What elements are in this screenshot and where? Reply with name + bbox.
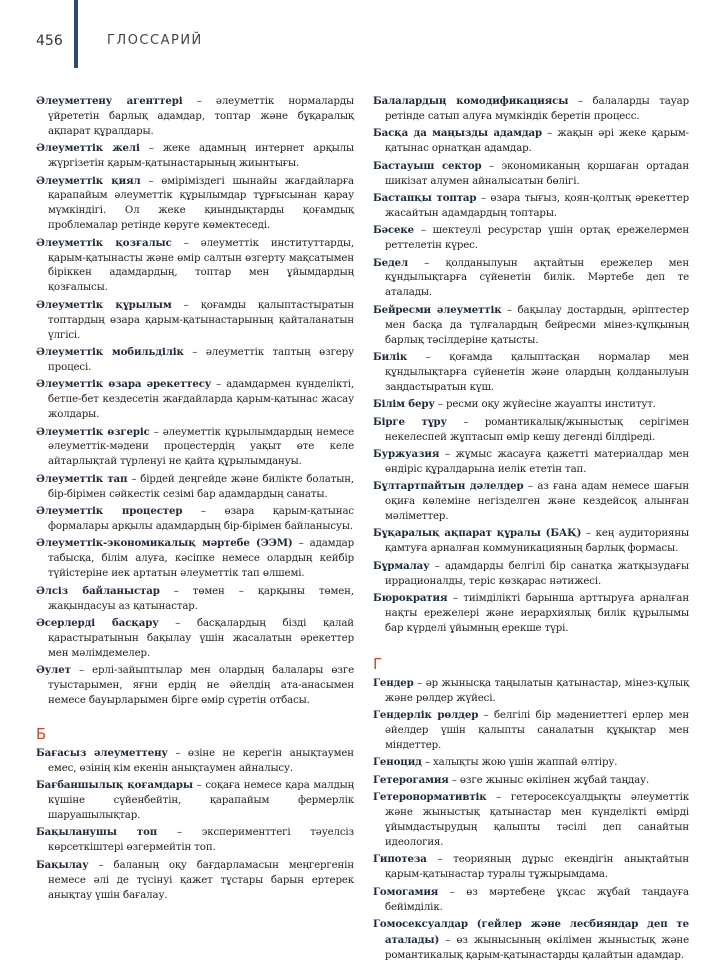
term-separator: – <box>157 827 202 839</box>
term-separator: – <box>149 426 163 438</box>
glossary-term: Әлеуметтік мобильділік <box>36 346 184 358</box>
section-letter-b: Б <box>36 724 47 743</box>
glossary-definition: шектеулі ресурстар үшін ортақ ережелермен реттелетін күрес. <box>385 225 689 252</box>
glossary-term: Бюрократия <box>373 592 448 605</box>
glossary-entry <box>36 746 354 777</box>
glossary-entry <box>36 778 354 824</box>
term-separator: – <box>447 593 464 605</box>
glossary-term: Әлеуметтену агенттері <box>36 95 183 107</box>
term-separator: – <box>413 677 426 689</box>
glossary-term: Басқа да маңызды адамдар <box>373 127 543 140</box>
glossary-entry <box>373 852 689 883</box>
glossary-term: Бедел <box>373 256 409 269</box>
term-separator: – <box>167 747 188 759</box>
glossary-entry <box>36 141 354 172</box>
term-separator: – <box>159 585 193 597</box>
glossary-definition: соқаға немесе қара малдың күшіне сүйенбейтін, қарапайым фермерлік шаруашылықтар. <box>48 780 354 821</box>
glossary-entry <box>36 345 354 376</box>
term-separator: – <box>183 347 206 358</box>
glossary-section-b <box>36 746 354 904</box>
glossary-definition: өзіне не керегін анықтаумен емес, өзінің кім екенін анықтаумен айналысу. <box>48 747 354 774</box>
glossary-term: Әлеуметтік қиял <box>36 174 141 187</box>
glossary-entry <box>36 174 354 235</box>
glossary-definition: бірдей деңгейде және билікте болатын, бір-бірімен сәйкестік сезімі бар адамдардың санаты. <box>48 473 354 500</box>
term-separator: – <box>140 175 162 187</box>
glossary-definition: тиімділікті барынша арттыруға арналған нақты ережелері және иерархиялық билік құрылымы бар күрделі ұйымның ерекше түрі. <box>385 593 690 634</box>
glossary-term: Геноцид <box>373 756 422 769</box>
term-separator: – <box>408 257 446 269</box>
glossary-section-a <box>36 94 354 709</box>
term-separator: – <box>182 96 216 107</box>
glossary-term: Әлеуметтік өзара әрекеттесу <box>36 378 212 391</box>
glossary-definition: әлеуметтік институттарды, қарым-қатынасты және өмір салтын өзгерту мақсатымен біріккен адамдардың, топтар мен ұйымдардың қозғалысы. <box>48 237 354 294</box>
glossary-definition: ресми оқу жүйесіне жауапты институт. <box>445 399 656 411</box>
glossary-definition: баланың оқу бағдарламасын меңгергенін немесе әлі де түсінуі қажет тұстары барын ертерек анықтау үшін бағалау. <box>48 859 354 901</box>
term-separator: – <box>211 379 227 391</box>
glossary-term: Әлеуметтік өзгеріс <box>36 425 150 438</box>
glossary-entry <box>36 94 354 140</box>
glossary-entry <box>36 584 354 615</box>
glossary-entry <box>373 591 689 637</box>
term-separator: – <box>438 886 467 898</box>
glossary-entry <box>373 885 689 916</box>
glossary-term: Бәсеке <box>373 224 414 237</box>
glossary-term: Гетеронормативтік <box>373 791 487 804</box>
term-separator: – <box>426 854 454 866</box>
glossary-entry <box>373 350 689 396</box>
glossary-definition: басқалардың бізді қалай қарастыратынын бақылау үшін жасалатын әрекеттер мен мәлімдемелер. <box>48 617 354 659</box>
term-separator: – <box>421 757 434 769</box>
term-separator: – <box>192 780 206 792</box>
glossary-term: Әлеуметтік қозғалыс <box>36 236 172 249</box>
glossary-entry <box>36 425 354 471</box>
glossary-term: Билік <box>373 351 408 363</box>
glossary-term: Гетерогамия <box>373 773 449 786</box>
glossary-entry <box>373 755 689 771</box>
glossary-term: Гомогамия <box>373 885 439 898</box>
glossary-entry <box>373 917 689 964</box>
glossary-entry <box>373 676 689 707</box>
glossary-section-g <box>373 676 689 964</box>
glossary-entry <box>36 858 354 904</box>
glossary-term: Гендер <box>373 676 414 689</box>
term-separator: – <box>434 399 446 411</box>
glossary-definition: қоғамда қалыптасқан нормалар мен құндылықтарға сүйенетін және олардың қолданылуын заңдастыратын күш. <box>385 352 689 393</box>
glossary-term: Бұлтартпайтын дәлелдер <box>373 480 524 493</box>
glossary-definition: жақын әрі жеке қарым-қатынас орнатқан адамдар. <box>385 128 689 155</box>
glossary-entry <box>36 663 354 709</box>
glossary-entry <box>36 472 354 503</box>
glossary-entry <box>373 559 689 590</box>
glossary-definition: өз мәртебеңе ұқсас жұбай таңдауға бейімділік. <box>385 886 689 913</box>
glossary-entry <box>36 298 354 344</box>
term-separator: – <box>523 481 538 493</box>
glossary-term: Әлеуметтік желі <box>36 142 140 155</box>
glossary-term: Әлеуметтік құрылым <box>36 298 172 311</box>
glossary-entry <box>373 526 689 557</box>
glossary-term: Бұрмалау <box>373 559 430 572</box>
header-accent-bar <box>74 0 78 68</box>
glossary-definition: жұмыс жасауға қажетті материалдар мен өндіріс құралдарына иелік ететін тап. <box>385 448 689 475</box>
glossary-definition: өзара тығыз, қоян-қолтық әрекеттер жасайтын адамдардың топтары. <box>385 192 689 219</box>
glossary-definition: қолданылуын ақтайтын ережелер мен құндылықтарға сүйенетін билік. Мәртебе деп те аталады. <box>385 257 689 299</box>
page-number: 456 <box>36 33 63 49</box>
glossary-term: Әлеуметтік-экономикалық мәртебе (ЭЭМ) <box>36 537 293 550</box>
glossary-definition: романтикалық/жыныстық серігімен некелеспей жұптасып өмір кешу дегенді білдіреді. <box>385 416 689 443</box>
glossary-definition: адамдармен күнделікті, бетпе-бет кездесетін жағдайларда қарым-қатынас жасау жолдары. <box>48 379 354 421</box>
glossary-section-b-continued <box>373 94 689 637</box>
glossary-term: Әлеуметтік тап <box>36 472 128 485</box>
glossary-definition: қоғамды қалыптастыратын топтардың өзара қарым-қатынастарының қайталанатын үлгісі. <box>48 299 355 341</box>
glossary-term: Бастапқы топтар <box>373 191 477 204</box>
term-separator: – <box>158 617 197 629</box>
glossary-definition: бақылау достардың, әріптестер мен басқа да тұлғалардың бейресми мінез-құлқының барлық тәсілдеріне қатысты. <box>385 304 689 346</box>
glossary-term: Балалардың комодификациясы <box>373 95 569 107</box>
glossary-definition: белгілі бір мәдениеттегі ерлер мен әйелдер үшін қалыпты саналатын құқықтар мен міндеттер. <box>385 710 689 751</box>
glossary-term: Әулет <box>36 664 71 677</box>
glossary-term: Бақыланушы топ <box>36 826 158 839</box>
glossary-entry <box>373 126 689 157</box>
term-separator: – <box>292 538 310 550</box>
glossary-definition: эксперименттегі тәуелсіз көрсеткіштері өзгермейтін топ. <box>48 827 354 854</box>
glossary-term: Білім беру <box>373 398 435 411</box>
glossary-term: Бағбаншылық қоғамдары <box>36 779 193 792</box>
term-separator: – <box>171 299 201 311</box>
glossary-entry <box>373 303 689 349</box>
glossary-term: Бірге тұру <box>373 415 447 428</box>
glossary-definition: әр жынысқа таңылатын қатынастар, мінез-құлық және рөлдер жүйесі. <box>385 677 689 704</box>
glossary-definition: өз жынысының өкілімен жыныстық және романтикалық қарым-қатынастарды қалайтын адамдар. <box>385 934 689 961</box>
glossary-entry <box>373 191 689 222</box>
term-separator: – <box>88 859 114 871</box>
glossary-term: Бұқаралық ақпарат құралы (БАҚ) <box>373 527 582 540</box>
running-title: ГЛОССАРИЙ <box>107 33 203 48</box>
glossary-entry <box>373 479 689 525</box>
glossary-term: Әлеуметтік процестер <box>36 505 183 518</box>
term-separator: – <box>478 710 494 722</box>
glossary-entry <box>373 397 689 413</box>
glossary-term: Бейресми әлеуметтік <box>373 303 502 316</box>
glossary-entry <box>36 504 354 535</box>
glossary-definition: халықты жою үшін жаппай өлтіру. <box>433 757 618 769</box>
glossary-entry <box>373 415 689 446</box>
term-separator: – <box>127 473 141 485</box>
right-column <box>373 94 689 965</box>
glossary-entry <box>373 159 689 190</box>
term-separator: – <box>476 192 491 204</box>
glossary-definition: адамдарды белгілі бір санатқа жатқызудағы иррационалды, теріс көзқарас нәтижесі. <box>385 560 689 587</box>
glossary-entry <box>373 790 689 851</box>
glossary-definition: әлеуметтік құрылымдардың немесе әлеуметтік-мәдени процестердің уақыт өте келе айтарлықтай түрленуі не қайта құрылымдануы. <box>48 426 355 468</box>
term-separator: – <box>439 934 457 946</box>
glossary-term: Әлсіз байланыстар <box>36 584 160 597</box>
glossary-entry <box>373 256 689 302</box>
term-separator: – <box>182 506 225 518</box>
term-separator: – <box>139 143 163 155</box>
glossary-definition: төмен – қарқыны төмен, жақындасуы аз қатынастар. <box>48 585 354 612</box>
term-separator: – <box>171 237 201 249</box>
term-separator: – <box>568 96 593 107</box>
glossary-definition: әлеуметтік таптың өзгеру процесі. <box>48 347 354 373</box>
term-separator: – <box>542 128 558 140</box>
glossary-term: Гендерлік рөлдер <box>373 709 479 722</box>
glossary-entry <box>36 825 354 856</box>
glossary-definition: адамдар табысқа, білім алуға, кәсіпке немесе олардың кейбір түйістеріне иек артатын әлеуметтік тап өлшемі. <box>48 538 354 580</box>
glossary-definition: теорияның дұрыс екендігін анықтайтын қарым-қатынастар туралы тұжырымдама. <box>385 854 689 881</box>
left-column <box>36 94 354 905</box>
glossary-entry <box>36 377 354 423</box>
glossary-term: Буржуазия <box>373 447 440 460</box>
glossary-term: Гомосексуалдар (гейлер және лесбияндар деп те аталады) <box>373 917 689 946</box>
term-separator: – <box>481 160 502 172</box>
term-separator: – <box>407 352 450 363</box>
glossary-entry <box>36 616 354 662</box>
glossary-entry <box>36 236 354 297</box>
term-separator: – <box>446 416 485 428</box>
glossary-entry <box>373 708 689 754</box>
term-separator: – <box>448 774 460 786</box>
glossary-entry <box>373 773 689 789</box>
glossary-entry <box>373 447 689 478</box>
glossary-definition: кең аудиторияны қамтуға арналған коммуникацияның барлық формасы. <box>385 528 690 555</box>
glossary-definition: әлеуметтік нормаларды үйрететін барлық адамдар, топтар және бұқаралық ақпарат құралдары. <box>48 96 355 137</box>
term-separator: – <box>70 665 93 677</box>
glossary-definition: экономиканың қоршаған ортадан шикізат алумен айналысатын бөлігі. <box>385 160 689 187</box>
glossary-definition: балаларды тауар ретінде сатып алуға мүмкіндік беретін процесс. <box>385 96 689 122</box>
glossary-definition: жеке адамның интернет арқылы жүргізетін қарым-қатынастарының жиынтығы. <box>48 143 355 170</box>
glossary-entry <box>36 536 354 582</box>
glossary-term: Әсерлерді басқару <box>36 616 159 629</box>
glossary-entry <box>373 94 689 125</box>
term-separator: – <box>429 560 445 572</box>
term-separator: – <box>581 528 596 540</box>
glossary-entry <box>373 223 689 254</box>
glossary-term: Гипотеза <box>373 853 427 866</box>
glossary-term: Бағасыз әлеуметтену <box>36 746 168 759</box>
glossary-term: Бақылау <box>36 858 89 871</box>
glossary-term: Бастауыш сектор <box>373 159 482 172</box>
section-letter-g: Г <box>373 654 383 673</box>
term-separator: – <box>501 304 518 316</box>
term-separator: – <box>439 448 456 460</box>
glossary-definition: аз ғана адам немесе шағын оқиға көлеміне негізделген және кездейсоқ алынған мәліметтер. <box>385 481 689 523</box>
glossary-definition: өміріміздегі шынайы жағдайларға қарапайым әлеуметтік құрылымдар тұрғысынан қарау мүмкіндігі. Ол жеке қиындықтарды қоғамдық проблемалар ретінде көруге көмектеседі. <box>48 175 355 232</box>
glossary-definition: ерлі-зайыптылар мен олардың балалары өзге туыстарымен, яғни ердің не әйелдің ата-анасымен немесе бауырларымен бірге өмір сүретін отбасы. <box>48 665 354 706</box>
term-separator: – <box>486 792 511 804</box>
glossary-definition: өзге жыныс өкілінен жұбай таңдау. <box>459 774 650 786</box>
glossary-definition: гетеросексуалдықты әлеуметтік және жыныстық қатынастар мен күнделікті өмірді ұйымдастырудың қалыпты тәсілі деп санайтын идеология. <box>385 792 689 848</box>
glossary-definition: өзара қарым-қатынас формалары арқылы адамдардың бір-бірімен байланысуы. <box>48 506 354 532</box>
term-separator: – <box>414 225 433 237</box>
